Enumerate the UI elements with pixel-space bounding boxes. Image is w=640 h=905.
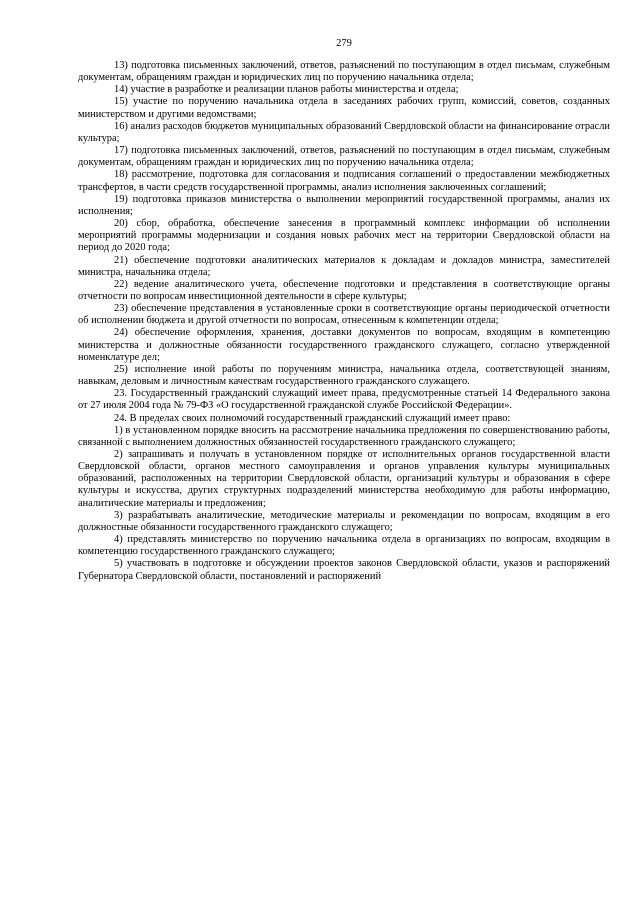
paragraph: 18) рассмотрение, подготовка для согласования и подписания соглашений о предоставлении межбюджетных трансфертов, в части средств государственной программы, анализ исполнения заключенных соглашений; xyxy=(78,169,610,193)
paragraph: 14) участие в разработке и реализации планов работы министерства и отдела; xyxy=(114,84,459,96)
paragraph: 22) ведение аналитического учета, обеспечение подготовки и представления в соответствующие органы отчетности по вопросам инвестиционной деятельности в сфере культуры; xyxy=(78,278,610,302)
paragraph: 2) запрашивать и получать в установленном порядке от исполнительных органов государственной власти Свердловской области, органов местного самоуправления и органов управления культуры муниципальных образований, расположенных на территории Свердловской области, организаций культуры и образования в сфере культуры и искусства, других структурных подразделений министерства необходимую для работы информацию, аналитические материалы и предложения; xyxy=(78,449,610,509)
paragraph: 21) обеспечение подготовки аналитических материалов к докладам и докладов министра, заместителей министра, начальника отдела; xyxy=(78,254,610,278)
paragraph: 15) участие по поручению начальника отдела в заседаниях рабочих групп, комиссий, советов, созданных министерством и другими ведомствами; xyxy=(78,96,610,120)
paragraph: 1) в установленном порядке вносить на рассмотрение начальника предложения по совершенствованию работы, связанной с выполнением должностных обязанностей государственного гражданского служащего; xyxy=(78,424,610,448)
paragraph: 5) участвовать в подготовке и обсуждении проектов законов Свердловской области, указов и распоряжений Губернатора Свердловской области, постановлений и распоряжений xyxy=(78,558,610,582)
paragraph: 4) представлять министерство по поручению начальника отдела в организациях по вопросам, входящим в компетенцию государственного гражданского служащего; xyxy=(78,534,610,558)
paragraph: 24) обеспечение оформления, хранения, доставки документов по вопросам, входящим в компетенцию министерства и должностные обязанности государственного гражданского служащего, согласно утвержденной номенклатуре дел; xyxy=(78,327,610,363)
document-body xyxy=(78,60,610,583)
paragraph: 17) подготовка письменных заключений, ответов, разъяснений по поступающим в отдел письмам, служебным документам, обращениям граждан и юридических лиц по поручению начальника отдела; xyxy=(78,145,610,169)
paragraph: 20) сбор, обработка, обеспечение занесения в программный комплекс информации об исполнении мероприятий программы модернизации и создания новых рабочих мест на территории Свердловской области на период до 2020 года; xyxy=(78,218,610,254)
paragraph: 3) разрабатывать аналитические, методические материалы и рекомендации по вопросам, входящим в его должностные обязанности государственного гражданского служащего; xyxy=(78,509,610,533)
paragraph: 24. В пределах своих полномочий государственный гражданский служащий имеет право: xyxy=(114,412,511,424)
page-number: 279 xyxy=(336,38,352,49)
paragraph: 23. Государственный гражданский служащий имеет права, предусмотренные статьей 14 Федерального закона от 27 июля 2004 года № 79-ФЗ «О государственной гражданской службе Российской Федерации». xyxy=(78,388,610,412)
paragraph: 19) подготовка приказов министерства о выполнении мероприятий государственной программы, анализ их исполнения; xyxy=(78,193,610,217)
paragraph: 16) анализ расходов бюджетов муниципальных образований Свердловской области на финансирование отрасли культура; xyxy=(78,120,610,144)
paragraph: 23) обеспечение представления в установленные сроки в соответствующие органы периодической отчетности об исполнении бюджета и другой отчетности по вопросам, отнесенным к компетенции отдела; xyxy=(78,303,610,327)
paragraph: 13) подготовка письменных заключений, ответов, разъяснений по поступающим в отдел письмам, служебным документам, обращениям граждан и юридических лиц по поручению начальника отдела; xyxy=(78,60,610,84)
paragraph: 25) исполнение иной работы по поручениям министра, начальника отдела, соответствующей знаниям, навыкам, деловым и личностным качествам государственного гражданского служащего. xyxy=(78,363,610,388)
